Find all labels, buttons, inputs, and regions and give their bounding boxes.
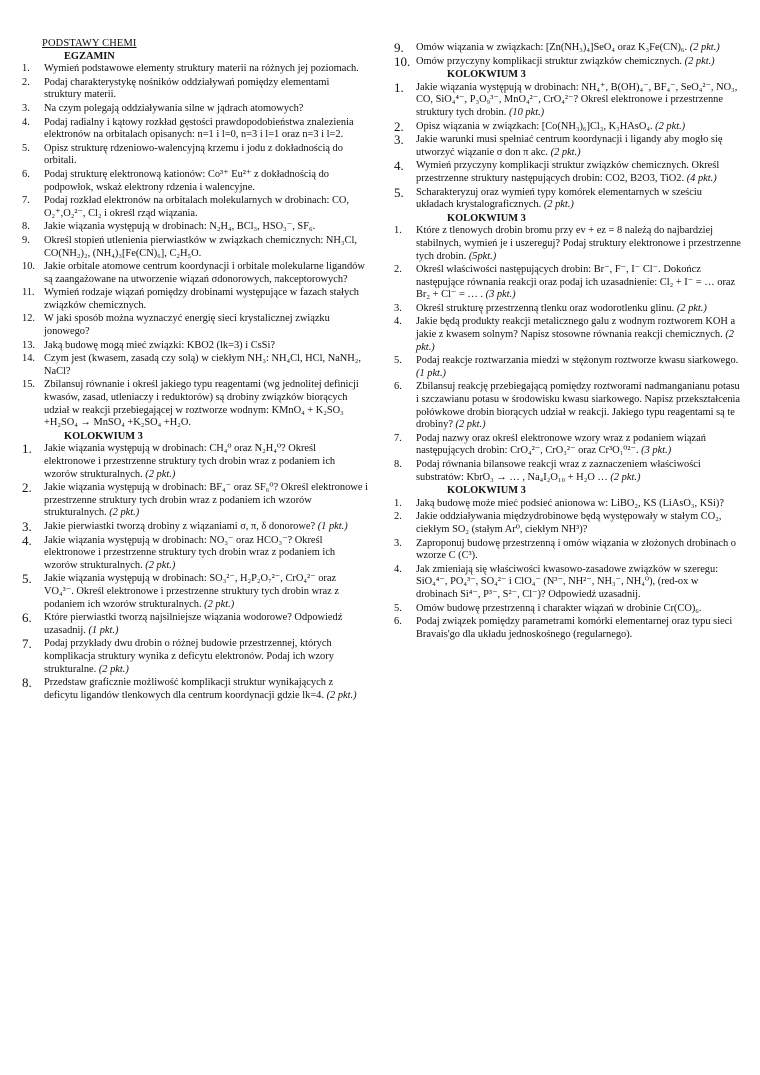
question-item (392, 538, 742, 563)
question-text: Jakie wiązania występują w drobinach: NH₄⁺, B(OH)₄⁻, BF₄⁻, SeO₄²⁻, NO₃, CO, SiO₄⁴⁻, P₃O₉³⁻, MnO₄²⁻, CrO₄²⁻? Określ elektronowe i przestrzenne struktury tych drobin. (10 pkt.) (416, 81, 738, 118)
question-text: Wymień rodzaje wiązań pomiędzy drobinami występujące w fazach stałych związków chemicznych. (44, 287, 360, 311)
question-number: 14. (22, 353, 35, 365)
points-label: (3 pkt.) (641, 445, 672, 457)
question-item (20, 103, 368, 116)
question-number: 6. (22, 610, 32, 626)
question-item (20, 169, 368, 194)
question-text: Scharakteryzuj oraz wymień typy komórek elementarnych w sześciu układach krystalograficznych. (2 pkt.) (416, 186, 702, 211)
points-label: (2 pkt.) (416, 329, 734, 353)
question-number: 13. (22, 339, 35, 351)
question-item (20, 443, 368, 481)
question-number: 4. (22, 532, 32, 548)
question-number: 2. (394, 118, 404, 134)
points-label: (2 pkt.) (676, 302, 707, 314)
question-text: Opisz wiązania w związkach: [Co(NH₃)₆]Cl₃, K₃HAsO₄. (2 pkt.) (416, 120, 686, 132)
question-item (20, 117, 368, 142)
question-item (392, 264, 742, 302)
question-text: Zbilansuj reakcję przebiegającą pomiędzy roztworami nadmanganianu potasu i szczawianu potasu w środowisku kwasu siarkowego. Napisz przekształcenia połówkowe drobin biorących udział w reakcji. Jakiego typu reagentami są te drobiny? (2 pkt.) (416, 381, 741, 431)
question-text: Jakie orbitale atomowe centrum koordynacji i orbitale molekularne ligandów są zaangażowane na utworzenie wiązań σdonorowych, πakceptorowych? (44, 261, 365, 285)
question-text: Podaj radialny i kątowy rozkład gęstości prawdopodobieństwa znalezienia elektronów na orbitalach opisanych: n=1 i l=0, n=3 i l=1 oraz n=3 i l=2. (44, 116, 354, 141)
question-number: 2. (22, 480, 32, 496)
question-item (20, 612, 368, 637)
question-item (20, 221, 368, 234)
question-item (20, 482, 368, 520)
question-number: 10. (394, 53, 411, 69)
question-item (20, 340, 368, 353)
left-column (20, 38, 368, 703)
points-label: (3 pkt.) (485, 289, 516, 301)
question-number: 1. (22, 63, 30, 75)
question-number: 4. (22, 116, 30, 128)
section-header-kolokwium-4: KOLOKWIUM 3 (447, 485, 526, 497)
question-number: 7. (22, 195, 30, 207)
question-text: Określ właściwości następujących drobin: Br⁻, F⁻, I⁻ Cl⁻. Dokończ następujące równania reakcji oraz podaj ich uzasadnienie: Cl₂ + I⁻ = … oraz Br₂ + Cl⁻ = … . (3 pkt.) (416, 264, 736, 301)
question-item (392, 498, 742, 511)
question-text: Podaj nazwy oraz określ elektronowe wzory wraz z podaniem wiązań następujących drobin: CrO₄²⁻, CrO₃²⁻ oraz Cr³O₁⁰²⁻. (3 pkt.) (416, 432, 706, 457)
question-number: 5. (394, 184, 404, 200)
points-label: (1 pkt.) (416, 367, 447, 379)
question-number: 2. (394, 511, 402, 523)
question-item (392, 184, 742, 212)
question-text: Omów budowę przestrzenną i charakter wiązań w drobinie Cr(CO)₆. (416, 602, 702, 614)
question-number: 3. (22, 518, 32, 534)
question-item (392, 564, 742, 602)
question-text: Jak zmieniają się właściwości kwasowo-zasadowe związków w szeregu: SiO₄⁴⁻, PO₄³⁻, SO₄²⁻ i ClO₄⁻ (N³⁻, NH²⁻, NH₃⁻, NH₄⁰), (red-ox w drobinach Si⁴⁻, P³⁻, S²⁻, Cl⁻)? Odpowiedź uzasadnij. (416, 563, 719, 600)
question-text: Czym jest (kwasem, zasadą czy solą) w ciekłym NH₃: NH₄Cl, HCl, NaNH₂, NaCl? (44, 353, 362, 377)
question-item (392, 303, 742, 316)
question-text: Określ stopień utlenienia pierwiastków w związkach chemicznych: NH₃Cl, CO(NH₂)₂, (NH₄)₃[Fe(CN)₆], C₂H₅O. (44, 234, 357, 259)
points-label: (2 pkt.) (550, 146, 581, 158)
question-number: 1. (394, 225, 402, 237)
question-item (392, 160, 742, 185)
question-text: Jaką budowę mogą mieć związki: KBO2 (lk=3) i CsSi? (44, 339, 275, 351)
question-number: 5. (22, 571, 32, 587)
question-text: Jakie pierwiastki tworzą drobiny z wiązaniami σ, π, δ donorowe? (1 pkt.) (44, 520, 348, 532)
question-item (20, 63, 368, 76)
question-item (392, 79, 742, 120)
question-text: Które pierwiastki tworzą najsilniejsze wiązania wodorowe? Odpowiedź uzasadnij. (1 pkt.) (44, 612, 343, 636)
question-item (20, 573, 368, 611)
question-text: Podaj rozkład elektronów na orbitalach molekularnych w drobinach: CO, O₂⁺,O₂²⁻, Cl₂ i określ rząd wiązania. (44, 195, 349, 219)
question-number: 3. (394, 302, 402, 314)
question-text: Jakie wiązania występują w drobinach: CH₄⁰ oraz N₂H₄⁰? Określ elektronowe i przestrzenne struktury tych drobin wraz z podaniem ich wzorów strukturalnych. (2 pkt.) (44, 443, 336, 480)
points-label: (2 pkt.) (689, 42, 720, 53)
question-number: 10. (22, 261, 35, 273)
question-number: 8. (22, 675, 32, 691)
kolokwium-1-list (20, 443, 368, 702)
question-item (392, 511, 742, 536)
question-item (20, 261, 368, 286)
question-number: 9. (22, 234, 30, 246)
section-header-kolokwium-2: KOLOKWIUM 3 (447, 69, 526, 81)
points-label: (5pkt.) (468, 250, 497, 262)
question-number: 11. (22, 287, 35, 299)
question-text: Omów wiązania w związkach: [Zn(NH₃)₄]SeO₄ oraz K₃Fe(CN)₆. (2 pkt.) (416, 42, 720, 53)
question-number: 15. (22, 379, 35, 391)
question-text: Wymień przyczyny komplikacji struktur związków chemicznych. Określ przestrzenne struktury następujących drobin: CO2, B2O3, TiO2. (4 pkt.) (416, 160, 720, 184)
question-text: Podaj równania bilansowe reakcji wraz z zaznaczeniem właściwości substratów: KbrO₃ → … , Na₄I₂O₁₀ + H₂O … (2 pkt.) (416, 459, 701, 483)
question-text: Jakie wiązania występują w drobinach: BF₄⁻ oraz SF₆⁰? Określ elektronowe i przestrzenne struktury tych drobin wraz z podaniem ich wzorów strukturalnych. (2 pkt.) (44, 482, 368, 519)
points-label: (2 pkt.) (326, 689, 357, 701)
question-number: 6. (394, 616, 402, 628)
question-number: 3. (22, 102, 30, 114)
question-text: Zaproponuj budowę przestrzenną i omów wiązania w złożonych drobinach o wzorze C (C³). (416, 537, 736, 562)
question-text: Jakie będą produkty reakcji metalicznego galu z wodnym roztworem KOH a jakie z kwasem solnym? Napisz stosowne równania reakcji chemicznych. (2 pkt.) (416, 316, 736, 353)
kolokwium-2-list (392, 79, 742, 212)
question-text: Podaj charakterystykę nośników oddziaływań pomiędzy elementami struktury materii. (44, 76, 330, 101)
points-label: (4 pkt.) (686, 172, 717, 184)
question-number: 8. (394, 459, 402, 470)
question-text: Jakie wiązania występują w drobinach: N₂H₄, BCl₃, HSO₃⁻, SF₆. (44, 221, 316, 233)
continued-list (392, 42, 742, 68)
question-item (20, 143, 368, 168)
question-item (20, 313, 368, 338)
question-item (392, 42, 742, 55)
question-item (20, 518, 368, 534)
question-item (392, 53, 742, 69)
question-text: Opisz strukturę rdzeniowo-walencyjną krzemu i jodu z dokładnością do orbitali. (44, 142, 343, 167)
egzamin-list (20, 63, 368, 430)
points-label: (2 pkt.) (610, 471, 641, 483)
question-item (392, 459, 742, 484)
question-text: Jakie wiązania występują w drobinach: SO₃²⁻, H₂P₂O₇²⁻, CrO₄²⁻ oraz VO₄³⁻. Określ elektronowe i przestrzenne struktury tych drobin wraz z podaniem ich wzorów strukturalnych. (2 pkt.) (44, 573, 339, 610)
question-item (20, 195, 368, 220)
section-header-kolokwium-3: KOLOKWIUM 3 (447, 212, 526, 224)
question-number: 5. (394, 602, 402, 614)
question-number: 1. (394, 497, 402, 509)
question-text: Podaj związek pomiędzy parametrami komórki elementarnej oraz typu sieci Bravais'go dla układu jednoskośnego (regularnego). (416, 616, 733, 640)
question-number: 4. (394, 158, 404, 174)
question-number: 12. (22, 313, 35, 325)
question-number: 7. (394, 432, 402, 444)
question-item (392, 355, 742, 380)
points-label: (1 pkt.) (317, 520, 348, 532)
points-label: (2 pkt.) (145, 468, 176, 480)
points-label: (1 pkt.) (88, 624, 119, 636)
question-number: 2. (394, 264, 402, 276)
kolokwium-3-list (392, 225, 742, 484)
question-number: 5. (394, 355, 402, 367)
question-text: Podaj reakcje roztwarzania miedzi w stężonym roztworze kwasu siarkowego. (1 pkt.) (416, 355, 739, 379)
question-item (20, 353, 368, 378)
question-number: 4. (394, 316, 402, 328)
question-item (20, 677, 368, 702)
question-text: Wymień podstawowe elementy struktury materii na różnych jej poziomach. (44, 63, 359, 75)
points-label: (2 pkt.) (655, 120, 686, 132)
question-text: Podaj strukturę elektronową kationów: Co³⁺ Eu²⁺ z dokładnością do podpowłok, wskaż elektrony rdzenia i walencyjne. (44, 168, 329, 193)
question-item (392, 118, 742, 134)
question-number: 1. (22, 441, 32, 457)
question-text: Podaj przykłady dwu drobin o różnej budowie przestrzennej, których komplikacja struktury wynika z deficytu elektronów. Podaj ich wzory strukturalne. (2 pkt.) (44, 638, 334, 675)
question-text: Jakie warunki musi spełniać centrum koordynacji i ligandy aby mogło się utworzyć wiązanie σ don π akc. (2 pkt.) (416, 134, 723, 158)
question-number: 8. (22, 221, 30, 233)
question-item (392, 134, 742, 159)
points-label: (10 pkt.) (508, 106, 545, 118)
question-number: 7. (22, 636, 32, 652)
question-text: Zbilansuj równanie i określ jakiego typu reagentami (wg jednolitej definicji kwasów, zasad, utleniaczy i reduktorów) są drobiny związków biorących udział w reakcji przebiegającej w roztworze wodnym: KMnO₄ + K₂SO₃ +H₂SO₄ → MnSO₄ +K₂SO₄ +H₂O. (44, 379, 359, 429)
question-text: Jakie oddziaływania międzydrobinowe będą występowały w stałym CO₂, ciekłym SO₂ (stałym Ar⁰, ciekłym NH³)? (416, 511, 722, 535)
question-text: Przedstaw graficznie możliwość komplikacji struktur wynikających z deficytu ligandów tlenkowych dla centrum koordynacji gdzie lk=4. (2 pkt.) (44, 677, 357, 701)
question-number: 5. (22, 142, 30, 154)
question-text: Na czym polegają oddziaływania silne w jądrach atomowych? (44, 102, 304, 114)
section-header-kolokwium-1: KOLOKWIUM 3 (64, 430, 143, 442)
points-label: (2 pkt.) (109, 507, 140, 519)
question-number: 4. (394, 563, 402, 575)
question-item (392, 603, 742, 616)
question-item (20, 235, 368, 260)
section-header-egzamin: EGZAMIN (64, 50, 115, 62)
question-text: W jaki sposób można wyznaczyć energię sieci krystalicznej związku jonowego? (44, 313, 330, 338)
question-text: Określ strukturę przestrzenną tlenku oraz wodorotlenku glinu. (2 pkt.) (416, 302, 707, 314)
question-item (392, 381, 742, 431)
question-item (20, 77, 368, 102)
points-label: (2 pkt.) (543, 199, 574, 211)
question-text: Jakie wiązania występują w drobinach: NO₃⁻ oraz HCO₃⁻? Określ elektronowe i przestrzenne struktury tych drobin wraz z podaniem ich wzorów strukturalnych. (2 pkt.) (44, 534, 336, 571)
right-column (392, 42, 742, 642)
points-label: (2 pkt.) (204, 598, 235, 610)
question-number: 3. (394, 132, 404, 148)
question-text: Jaką budowę może mieć podsieć anionowa w: LiBO₂, KS (LiAsO₃, KSi)? (416, 497, 724, 509)
question-item (20, 532, 368, 573)
question-number: 1. (394, 79, 404, 95)
points-label: (2 pkt.) (145, 559, 176, 571)
question-item (20, 287, 368, 312)
question-number: 6. (394, 381, 402, 393)
question-item (392, 225, 742, 263)
document-title: PODSTAWY CHEMI (42, 38, 137, 49)
question-text: Które z tlenowych drobin bromu przy ev + ez = 8 należą do najbardziej stabilnych, wymień je i uszereguj? Podaj struktury elektronowe i przestrzenne tych drobin. (5pkt.) (416, 225, 741, 262)
kolokwium-4-list (392, 498, 742, 642)
question-number: 3. (394, 537, 402, 549)
question-item (392, 433, 742, 458)
points-label: (2 pkt.) (455, 419, 486, 431)
question-number: 6. (22, 168, 30, 180)
question-item (20, 379, 368, 429)
question-number: 9. (394, 40, 404, 55)
points-label: (2 pkt.) (684, 55, 715, 67)
question-item (20, 638, 368, 676)
question-item (392, 616, 742, 641)
question-text: Omów przyczyny komplikacji struktur związków chemicznych. (2 pkt.) (416, 55, 715, 67)
question-number: 2. (22, 76, 30, 88)
points-label: (2 pkt.) (98, 663, 129, 675)
question-item (392, 316, 742, 354)
